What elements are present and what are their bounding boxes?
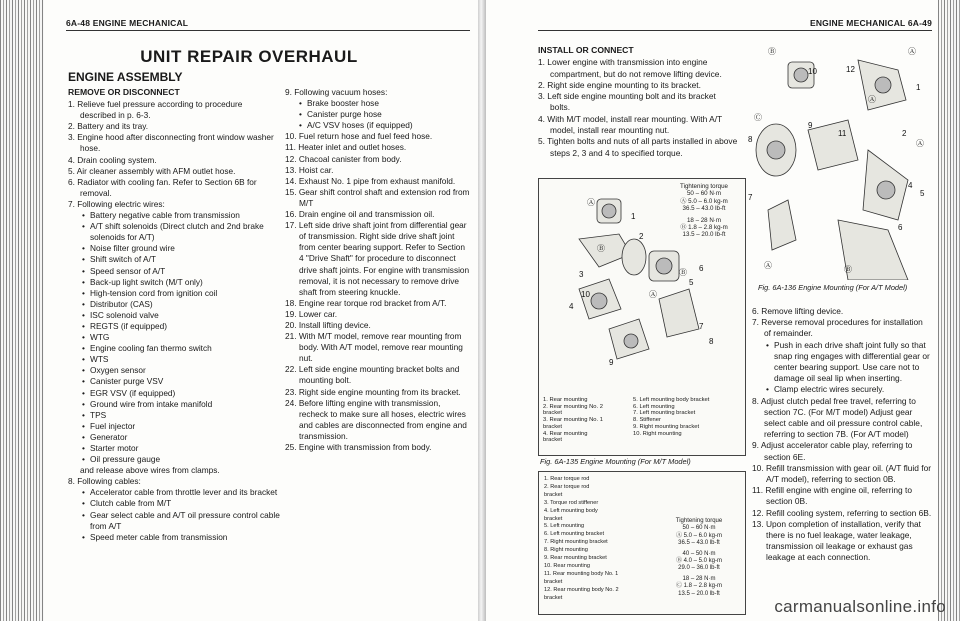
- list-item: • Shift switch of A/T: [82, 254, 280, 265]
- cable-list: [68, 487, 280, 542]
- list-item: • REGTS (if equipped): [82, 321, 280, 332]
- svg-text:Ⓐ: Ⓐ: [916, 139, 924, 148]
- electric-wire-list: [68, 210, 280, 465]
- svg-text:8: 8: [748, 135, 753, 144]
- torque-value: 50 – 60 N·m: [682, 525, 716, 532]
- step-3: 3. Engine hood after disconnecting front window washer hose.: [68, 132, 274, 154]
- legend-item: 10. Right mounting: [633, 430, 682, 437]
- torque-value: 13.5 – 20.0 lb-ft: [678, 590, 720, 597]
- legend-item: 1. Rear torque rod: [544, 476, 590, 482]
- svg-text:7: 7: [699, 322, 704, 331]
- svg-text:6: 6: [898, 223, 903, 232]
- install-step-13: 13. Upon completion of installation, verify that there is no fuel leakage, water leakage, transmission oil leakage or exhaust gas leakage at each connection.: [752, 518, 921, 563]
- torque-value: 18 – 28 N·m: [682, 575, 716, 582]
- legend-item: 8. Stiffener: [633, 417, 661, 424]
- install-step-11: 11. Refill engine with engine oil, referring to section 0B.: [752, 485, 912, 507]
- list-item: • EGR VSV (if equipped): [82, 388, 280, 399]
- legend-item: bracket: [543, 410, 563, 417]
- torque-title: Tightening torque: [675, 518, 723, 524]
- legend-item: 9. Rear mounting bracket: [544, 555, 607, 562]
- step-7-tail: and release above wires from clamps.: [80, 465, 220, 476]
- remove-heading: REMOVE OR DISCONNECT: [68, 87, 180, 97]
- mt-legend-right: [633, 397, 709, 437]
- legend-item: 2. Rear mounting No. 2: [543, 403, 603, 410]
- vacuum-hose-list: [285, 98, 470, 131]
- torque-value: Ⓐ 5.0 – 6.0 kg-m: [675, 532, 723, 539]
- list-item: • Accelerator cable from throttle lever and its bracket: [82, 487, 280, 498]
- svg-text:7: 7: [748, 193, 753, 202]
- svg-text:Ⓑ: Ⓑ: [597, 244, 605, 253]
- page-title: UNIT REPAIR OVERHAUL: [140, 47, 358, 66]
- svg-text:8: 8: [709, 337, 714, 346]
- svg-text:6: 6: [699, 264, 704, 273]
- step-23: 23. Right side engine mounting from its bracket.: [285, 386, 461, 397]
- svg-text:5: 5: [689, 278, 694, 287]
- svg-text:2: 2: [902, 129, 907, 138]
- legend-item: bracket: [544, 491, 563, 498]
- list-item: • High-tension cord from ignition coil: [82, 288, 280, 299]
- step-1: 1. Relieve fuel pressure according to procedure described in p. 6-3.: [68, 99, 243, 121]
- svg-text:4: 4: [569, 302, 574, 311]
- scan-edge-left: [0, 0, 44, 621]
- legend-item: 3. Rear mounting No. 1: [543, 417, 603, 424]
- legend-item: 8. Right mounting: [544, 547, 588, 554]
- legend-item: 7. Left mounting bracket: [633, 410, 696, 417]
- list-item: • TPS: [82, 410, 280, 421]
- list-item: • Push in each drive shaft joint fully so that snap ring engages with differential gear or center bearing support. Use care not to damage oil seal lip when inserting.: [766, 340, 932, 385]
- svg-text:9: 9: [808, 121, 813, 130]
- svg-text:Ⓐ: Ⓐ: [868, 95, 876, 104]
- legend-item: 3. Torque rod stiffener: [544, 499, 599, 506]
- right-page: [486, 0, 960, 621]
- step-14: 14. Exhaust No. 1 pipe from exhaust manifold.: [285, 175, 456, 186]
- torque-value: 18 – 28 N·m: [686, 216, 722, 224]
- list-item: • Speed sensor of A/T: [82, 266, 280, 277]
- legend-item: 2. Rear torque rod: [544, 483, 590, 490]
- legend-item: 5. Left mounting: [544, 523, 585, 530]
- install-step-2: 2. Right side engine mounting to its bracket.: [538, 79, 701, 90]
- list-item: • Brake booster hose: [299, 98, 470, 109]
- list-item: • Canister purge VSV: [82, 376, 280, 387]
- list-item: • A/C VSV hoses (if equipped): [299, 120, 470, 131]
- left-page: [0, 0, 478, 621]
- svg-text:Ⓐ: Ⓐ: [587, 198, 595, 207]
- svg-text:Ⓐ: Ⓐ: [908, 47, 916, 56]
- left-page-header: 6A-48 ENGINE MECHANICAL: [66, 18, 189, 28]
- legend-item: bracket: [543, 423, 563, 430]
- legend-item: bracket: [544, 515, 563, 522]
- figure-6a-135-caption: Fig. 6A-135 Engine Mounting (For M/T Model): [540, 457, 691, 466]
- install-step-5: 5. Tighten bolts and nuts of all parts installed in above steps 2, 3 and 4 to specified torque.: [538, 136, 738, 158]
- install-step-10: 10. Refill transmission with gear oil. (A/T fluid for A/T model), referring to section 0B.: [752, 462, 932, 485]
- legend-item: 11. Rear mounting body No. 1: [544, 570, 619, 577]
- svg-text:1: 1: [631, 212, 636, 221]
- step-8: 8. Following cables:: [68, 476, 141, 487]
- torque-title: Tightening torque: [680, 183, 728, 190]
- step-9: 9. Following vacuum hoses:: [285, 87, 388, 97]
- legend-item: bracket: [544, 594, 563, 601]
- legend-item: 9. Right mounting bracket: [633, 423, 700, 430]
- legend-item: 7. Right mounting bracket: [544, 539, 608, 546]
- right-page-header: ENGINE MECHANICAL 6A-49: [809, 18, 932, 28]
- install-step-6: 6. Remove lifting device.: [752, 306, 844, 316]
- step-20: 20. Install lifting device.: [285, 319, 371, 330]
- list-item: • Ground wire from intake manifold: [82, 399, 280, 410]
- svg-text:Ⓑ: Ⓑ: [844, 265, 852, 274]
- legend-item: 10. Rear mounting: [544, 562, 591, 569]
- list-item: • A/T shift solenoids (Direct clutch and 2nd brake solenoids for A/T): [82, 221, 280, 243]
- watermark: carmanualsonline.info: [774, 597, 946, 616]
- figure-6a-135: [538, 178, 746, 456]
- list-item: • Gear select cable and A/T oil pressure control cable from A/T: [82, 510, 280, 532]
- svg-text:Ⓑ: Ⓑ: [679, 268, 687, 277]
- svg-text:4: 4: [908, 181, 913, 190]
- step-25: 25. Engine with transmission from body.: [285, 442, 432, 452]
- torque-value: 50 – 60 N·m: [686, 190, 722, 198]
- svg-text:11: 11: [838, 129, 847, 138]
- install-step-1: 1. Lower engine with transmission into engine compartment, but do not remove lifting device.: [538, 57, 722, 79]
- torque-value: 13.5 – 20.0 lb-ft: [682, 231, 726, 239]
- svg-text:10: 10: [808, 67, 817, 76]
- step-13: 13. Hoist car.: [285, 164, 334, 175]
- legend-item: 4. Rear mounting: [543, 430, 588, 437]
- svg-text:3: 3: [579, 270, 584, 279]
- scan-edge-right: [938, 0, 960, 621]
- svg-text:10: 10: [581, 290, 590, 299]
- step-4: 4. Drain cooling system.: [68, 154, 157, 165]
- step-24: 24. Before lifting engine with transmission, recheck to make sure all hoses, electric wires and cables are disconnected from engine and transmission.: [285, 397, 467, 441]
- legend-item: bracket: [543, 437, 563, 444]
- legend-item: 1. Rear mounting: [543, 397, 588, 403]
- list-item: • Distributor (CAS): [82, 299, 280, 310]
- step-15: 15. Gear shift control shaft and extension rod from M/T: [285, 186, 470, 208]
- step-21: 21. With M/T model, remove rear mounting from body. With A/T model, remove rear mounting nut.: [285, 331, 463, 364]
- mt-legend-left: [543, 397, 603, 444]
- list-item: • Noise filter ground wire: [82, 243, 280, 254]
- list-item: • Fuel injector: [82, 421, 280, 432]
- header-rule: [66, 30, 470, 31]
- svg-text:1: 1: [916, 83, 921, 92]
- legend-item: bracket: [544, 578, 563, 585]
- torque-value: 36.5 – 43.0 lb-ft: [682, 205, 726, 213]
- list-item: • Starter motor: [82, 443, 280, 454]
- install-step-7: 7. Reverse removal procedures for installation of remainder.: [752, 317, 923, 339]
- section-heading: ENGINE ASSEMBLY: [68, 70, 183, 84]
- figure-6a-136: [748, 40, 930, 280]
- book-gutter: [478, 0, 486, 621]
- list-item: • Battery negative cable from transmission: [82, 210, 280, 221]
- svg-text:2: 2: [639, 232, 644, 241]
- list-item: • Generator: [82, 432, 280, 443]
- legend-item: 6. Left mounting: [633, 403, 675, 410]
- list-item: • Oil pressure gauge: [82, 454, 280, 465]
- list-item: • Engine cooling fan thermo switch: [82, 343, 280, 354]
- torque-value: 36.5 – 43.0 lb-ft: [678, 540, 720, 547]
- step-22: 22. Left side engine mounting bracket bolts and mounting bolt.: [285, 364, 460, 386]
- list-item: • Speed meter cable from transmission: [82, 532, 280, 543]
- figure-6a-136-caption: Fig. 6A-136 Engine Mounting (For A/T Model): [758, 283, 908, 292]
- svg-text:Ⓐ: Ⓐ: [764, 261, 772, 270]
- step-19: 19. Lower car.: [285, 308, 338, 319]
- install-step-4: 4. With M/T model, install rear mounting. With A/T model, install rear mounting nut.: [538, 113, 723, 136]
- mt-torque-table: [665, 183, 743, 239]
- list-item: • Clutch cable from M/T: [82, 498, 280, 509]
- install-column: [538, 45, 738, 159]
- at-torque-table: [657, 518, 741, 598]
- legend-item: 12. Rear mounting body No. 2: [544, 586, 619, 593]
- step-16: 16. Drain engine oil and transmission oil.: [285, 209, 435, 220]
- at-legend-list: [544, 476, 619, 603]
- torque-value: 29.0 – 36.0 lb-ft: [678, 565, 720, 572]
- step-2: 2. Battery and its tray.: [68, 121, 149, 132]
- svg-text:5: 5: [920, 189, 925, 198]
- install-step-9: 9. Adjust accelerator cable play, referring to section 6E.: [752, 440, 913, 462]
- step-7: 7. Following electric wires:: [68, 198, 165, 209]
- install-step-8: 8. Adjust clutch pedal free travel, referring to section 7C. (For M/T model) Adjust gear select cable and oil pressure control cable, referring to section 7B. (For A/T model): [752, 395, 923, 440]
- list-item: • Oxygen sensor: [82, 365, 280, 376]
- legend-item: 4. Left mounting body: [544, 507, 598, 514]
- at-legend-box: [538, 471, 746, 615]
- list-item: • Back-up light switch (M/T only): [82, 277, 280, 288]
- step-10: 10. Fuel return hose and fuel feed hose.: [285, 131, 433, 142]
- install-note-list: [752, 340, 932, 396]
- list-item: • WTS: [82, 354, 280, 365]
- step-12: 12. Chacoal canister from body.: [285, 153, 402, 164]
- svg-text:Ⓐ: Ⓐ: [649, 290, 657, 299]
- header-rule: [538, 30, 932, 31]
- list-item: • ISC solenoid valve: [82, 310, 280, 321]
- step-11: 11. Heater inlet and outlet hoses.: [285, 142, 407, 153]
- step-17: 17. Left side drive shaft joint from differential gear of transmission. Right side drive shaft joint from center bearing support. Refer to Section 4 "Drive Shaft" for procedure to disconnect drive shaft joints. For engine with transmission removal, it is not necessary to remove drive shaft from steering knuckle.: [285, 220, 470, 297]
- svg-text:Ⓑ: Ⓑ: [768, 47, 776, 56]
- step-5: 5. Air cleaner assembly with AFM outlet hose.: [68, 165, 236, 176]
- install-column-2: [752, 306, 932, 564]
- torque-value: Ⓒ 1.8 – 2.8 kg-m: [675, 583, 723, 590]
- torque-value: Ⓐ 5.0 – 6.0 kg-m: [680, 197, 728, 205]
- at-engine-mounting-diagram: [748, 40, 930, 280]
- torque-value: Ⓑ 4.0 – 5.0 kg-m: [675, 558, 723, 565]
- legend-item: 6. Left mounting bracket: [544, 531, 605, 538]
- step-18: 18. Engine rear torque rod bracket from A/T.: [285, 297, 447, 308]
- svg-text:9: 9: [609, 358, 614, 367]
- install-heading: INSTALL OR CONNECT: [538, 45, 634, 55]
- remove-column-1: [68, 87, 280, 543]
- list-item: • Clamp electric wires securely.: [766, 384, 932, 395]
- torque-value: 40 – 50 N·m: [682, 550, 716, 557]
- step-6: 6. Radiator with cooling fan. Refer to Section 6B for removal.: [68, 176, 257, 198]
- svg-text:Ⓒ: Ⓒ: [754, 113, 762, 122]
- list-item: • Canister purge hose: [299, 109, 470, 120]
- torque-value: Ⓑ 1.8 – 2.8 kg-m: [680, 224, 728, 232]
- install-step-3: 3. Left side engine mounting bolt and its bracket bolts.: [538, 91, 716, 113]
- install-step-12: 12. Refill cooling system, referring to section 6B.: [752, 507, 932, 518]
- svg-text:12: 12: [846, 65, 855, 74]
- list-item: • WTG: [82, 332, 280, 343]
- remove-column-2: [285, 87, 470, 453]
- legend-item: 5. Left mounting body bracket: [633, 397, 710, 403]
